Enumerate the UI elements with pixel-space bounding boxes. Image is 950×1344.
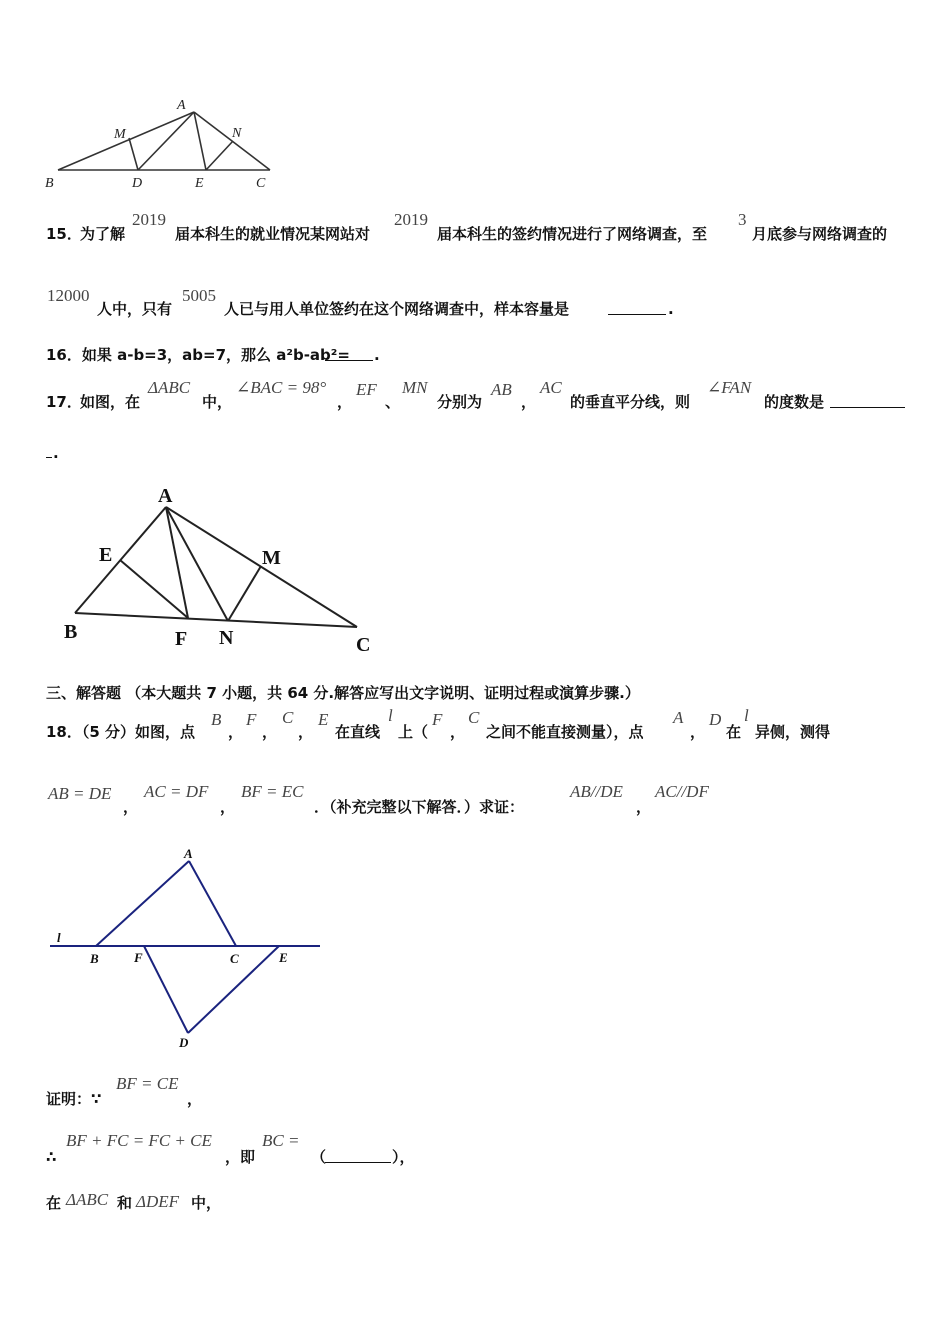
q18-eq-bf-ec: BF = EC	[241, 782, 304, 801]
fig1-label-a: A	[177, 98, 186, 113]
fig3-label-a: A	[184, 846, 193, 861]
q17-text-7: 的垂直平分线，则	[570, 393, 691, 411]
q17-answer-blank-cont	[46, 443, 52, 462]
fig1-label-b: B	[45, 176, 54, 191]
q16-end: .	[374, 346, 380, 364]
q18-comma-2: ，	[262, 723, 278, 741]
proof-line-2-close: ），	[392, 1148, 415, 1166]
fig1-label-n: N	[232, 126, 242, 141]
proof-line-2-answer-blank[interactable]	[325, 1148, 391, 1167]
q17-text-8: 的度数是	[764, 393, 825, 411]
proof-line-3-triangle-abc: ΔABC	[66, 1190, 109, 1209]
fig1-label-m: M	[114, 127, 126, 142]
fig2-label-e: E	[99, 544, 113, 566]
fig2-label-c: C	[356, 634, 371, 656]
q18-comma-7: ，	[220, 798, 236, 816]
q18-comma-8: ，	[636, 798, 652, 816]
q15-number: 15．	[46, 225, 82, 243]
proof-line-3-text-1: 在	[46, 1194, 62, 1212]
q15-year-1: 2019	[132, 210, 166, 229]
q17-text-5: 分别为	[437, 393, 483, 411]
q17-text-3: ，	[337, 393, 353, 411]
proof-line-2-label: ∴	[46, 1148, 57, 1166]
fig2-label-m: M	[262, 547, 281, 569]
q17-answer-blank[interactable]	[830, 393, 905, 412]
q18-text-6: ．（补充完整以下解答．）求证：	[314, 798, 525, 816]
fig2-label-a: A	[158, 485, 173, 507]
q18-text-2: 上（	[398, 723, 429, 741]
q18-text-1: 在直线	[335, 723, 381, 741]
figure-3-triangles	[45, 840, 330, 1060]
q15-text-6: 人已与用人单位签约在这个网络调查中，样本容量是	[224, 300, 570, 318]
proof-line-1-label: 证明：∵	[46, 1090, 102, 1108]
proof-line-1-end: ，	[187, 1090, 203, 1108]
q17-math-mn: MN	[402, 378, 428, 397]
q18-point-b: B	[211, 710, 222, 729]
fig1-label-c: C	[256, 176, 266, 191]
fig3-label-e: E	[279, 950, 288, 965]
fig3-label-b: B	[90, 951, 99, 966]
q17-math-angle-fan: ∠FAN	[707, 378, 752, 397]
q18-point-d: D	[709, 710, 722, 729]
q15-month: 3	[738, 210, 747, 229]
fig3-label-f: F	[134, 950, 143, 965]
q17-text-4: 、	[385, 393, 401, 411]
figure-1-triangle	[40, 92, 280, 192]
q18-goal-ab-parallel-de: AB//DE	[570, 782, 623, 801]
q15-text-2: 届本科生的就业情况某网站对	[175, 225, 371, 243]
q15-year-2: 2019	[394, 210, 428, 229]
fig3-label-d: D	[179, 1035, 189, 1050]
q16-text: 16．如果 a-b=3，ab=7，那么 a²b-ab²=	[46, 346, 350, 364]
fig3-label-l: l	[57, 930, 61, 945]
q18-point-c: C	[282, 708, 294, 727]
q18-comma-5: ，	[690, 723, 706, 741]
fig2-label-f: F	[175, 628, 188, 650]
q17-text-2: 中，	[202, 393, 233, 411]
q18-point-c-2: C	[468, 708, 480, 727]
q18-point-f: F	[246, 710, 257, 729]
q15-number-12000: 12000	[47, 286, 90, 305]
q17-math-ac: AC	[540, 378, 562, 397]
q15-text-4: 月底参与网络调查的	[752, 225, 888, 243]
q15-number-5005: 5005	[182, 286, 216, 305]
q15-answer-blank[interactable]	[608, 300, 666, 319]
proof-line-2-math-2: BC =	[262, 1131, 300, 1150]
section-3-heading: 三、解答题 （本大题共 7 小题，共 64 分.解答应写出文字说明、证明过程或演算步骤.）	[46, 684, 640, 702]
q17-math-angle-bac: ∠BAC = 98°	[236, 378, 327, 397]
q17-math-ab: AB	[491, 380, 512, 399]
q17-text-1: 如图，在	[80, 393, 141, 411]
q18-text-4: 在	[726, 723, 742, 741]
q15-text-7: .	[668, 300, 674, 318]
q18-eq-ab-de: AB = DE	[48, 784, 112, 803]
q18-text-3: 之间不能直接测量），点	[486, 723, 644, 741]
q18-goal-ac-parallel-df: AC//DF	[655, 782, 709, 801]
q18-comma-4: ，	[450, 723, 466, 741]
q17-math-ef: EF	[356, 380, 377, 399]
q17-text-9: .	[53, 444, 59, 462]
fig1-label-d: D	[132, 176, 143, 191]
q18-eq-ac-df: AC = DF	[144, 782, 209, 801]
proof-line-2-math: BF + FC = FC + CE	[66, 1131, 212, 1150]
fig3-label-c: C	[230, 951, 239, 966]
q18-point-a: A	[673, 708, 684, 727]
proof-line-2-open: （	[311, 1148, 327, 1166]
q15-text-5: 人中，只有	[97, 300, 173, 318]
q15-text-1: 为了解	[80, 225, 126, 243]
figure-2-triangle	[58, 478, 388, 658]
proof-line-3-triangle-def: ΔDEF	[136, 1192, 180, 1211]
q18-comma-1: ，	[228, 723, 244, 741]
proof-line-1-math: BF = CE	[116, 1074, 179, 1093]
q18-line-l-1: l	[388, 706, 393, 725]
q17-math-triangle: ΔABC	[148, 378, 191, 397]
q16-answer-blank[interactable]	[325, 346, 373, 365]
fig1-label-e: E	[195, 176, 204, 191]
fig2-label-b: B	[64, 621, 78, 643]
q18-line-l-2: l	[744, 706, 749, 725]
q17-text-6: ，	[521, 393, 537, 411]
q18-text-5: 异侧，测得	[755, 723, 831, 741]
q17-number: 17．	[46, 393, 82, 411]
proof-line-3-text-2: 和	[117, 1194, 133, 1212]
q18-comma-6: ，	[123, 798, 139, 816]
proof-line-3-text-3: 中，	[191, 1194, 222, 1212]
q18-comma-3: ，	[298, 723, 314, 741]
fig2-label-n: N	[219, 627, 234, 649]
q15-text-3: 届本科生的签约情况进行了网络调查，至	[437, 225, 708, 243]
q18-number: 18．（5 分）如图，点	[46, 723, 196, 741]
proof-line-2-mid: ，即	[225, 1148, 256, 1166]
q18-point-f-2: F	[432, 710, 443, 729]
q18-point-e: E	[318, 710, 329, 729]
